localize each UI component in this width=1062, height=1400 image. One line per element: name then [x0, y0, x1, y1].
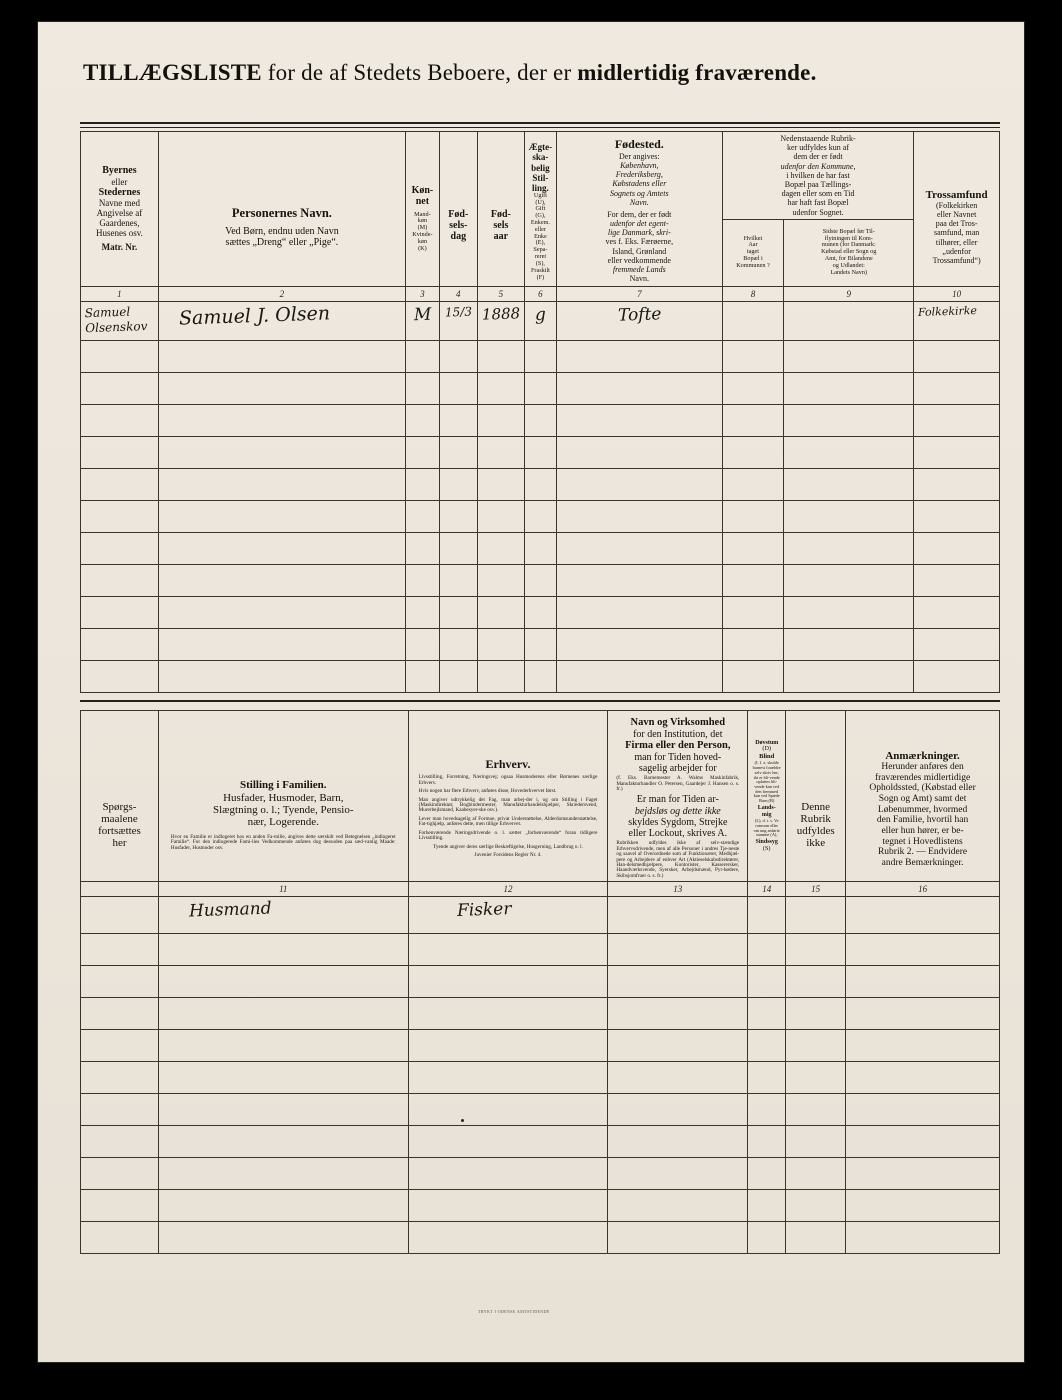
- cell-person-name[interactable]: [158, 532, 405, 564]
- cell-birth-day[interactable]: [439, 436, 477, 468]
- cell-birth-year[interactable]: [477, 532, 524, 564]
- cell-employer[interactable]: [608, 1158, 748, 1190]
- census-form-page: [38, 22, 1024, 1362]
- cell-year-of-residence[interactable]: [722, 564, 783, 596]
- table-row[interactable]: [81, 404, 1000, 436]
- table-row[interactable]: [81, 564, 1000, 596]
- cell-remarks[interactable]: [846, 1094, 1000, 1126]
- cell-last-residence[interactable]: [784, 468, 914, 500]
- cell-birthplace[interactable]: Tofte: [556, 301, 722, 340]
- cell-sex[interactable]: [405, 372, 439, 404]
- cell-family-position[interactable]: [158, 1094, 408, 1126]
- th-birth-day: Fød- sels- dag: [439, 132, 477, 287]
- cell-birth-year[interactable]: [477, 372, 524, 404]
- title-rule-thin: [80, 127, 1000, 128]
- cell-year-of-residence[interactable]: [722, 404, 783, 436]
- table-row[interactable]: [81, 1190, 1000, 1222]
- col-num-1: 1: [81, 286, 159, 301]
- cell-birth-year[interactable]: [477, 436, 524, 468]
- col-num-5: 5: [477, 286, 524, 301]
- cell-sex[interactable]: M: [405, 301, 439, 340]
- cell-row-label[interactable]: [81, 934, 159, 966]
- th-last-residence: Sidste Bopæl før Til- flytningen til Kom- munen (for Danmark: Købstad eller Sogn og Amt, for Bilandene og Udlandet: Landets Navn): [784, 219, 914, 286]
- cell-remarks[interactable]: [846, 966, 1000, 998]
- th-birthplace: Fødested. Der angives: København, Frederiksberg, Købstadens eller Sognets og Amtets Navn. For dem, der er født udenfor det egent- lige Danmark, skri- ves f. Eks. Færøerne, Island, Grønland eller vedkommende fremmede Lands Navn.: [556, 132, 722, 287]
- cell-disability[interactable]: [748, 1030, 786, 1062]
- cell-remarks[interactable]: [846, 1126, 1000, 1158]
- top-table: [80, 131, 1000, 693]
- cell-office-use[interactable]: [786, 998, 846, 1030]
- col-num-9: 9: [784, 286, 914, 301]
- cell-place[interactable]: Samuel Olsenskov: [81, 301, 159, 340]
- cell-last-residence[interactable]: [784, 301, 914, 340]
- cell-occupation[interactable]: [408, 1062, 608, 1094]
- cell-marital-status[interactable]: [524, 500, 556, 532]
- cell-disability[interactable]: [748, 934, 786, 966]
- cell-last-residence[interactable]: [784, 628, 914, 660]
- cell-marital-status[interactable]: [524, 532, 556, 564]
- table-row[interactable]: [81, 1222, 1000, 1254]
- cell-place[interactable]: [81, 500, 159, 532]
- cell-year-of-residence[interactable]: [722, 372, 783, 404]
- cell-person-name[interactable]: [158, 404, 405, 436]
- cell-place[interactable]: [81, 468, 159, 500]
- cell-year-of-residence[interactable]: [722, 660, 783, 692]
- th-person-name-l3: sættes „Dreng“ eller „Pige“.: [225, 236, 339, 248]
- cell-birth-day[interactable]: [439, 596, 477, 628]
- cell-sex[interactable]: [405, 660, 439, 692]
- cell-occupation[interactable]: [408, 1126, 608, 1158]
- cell-employer[interactable]: [608, 1190, 748, 1222]
- cell-marital-status[interactable]: g: [524, 301, 556, 340]
- title-bold-tail: midlertidig fraværende.: [577, 60, 817, 85]
- cell-office-use[interactable]: [786, 1222, 846, 1254]
- cell-occupation[interactable]: [408, 1158, 608, 1190]
- cell-row-label[interactable]: [81, 998, 159, 1030]
- cell-row-label[interactable]: [81, 1222, 159, 1254]
- cell-marital-status[interactable]: [524, 340, 556, 372]
- cell-birthplace[interactable]: [556, 628, 722, 660]
- cell-last-residence[interactable]: [784, 564, 914, 596]
- col-num-10: 10: [914, 286, 1000, 301]
- cell-remarks[interactable]: [846, 1222, 1000, 1254]
- cell-row-label[interactable]: [81, 966, 159, 998]
- table-row[interactable]: [81, 998, 1000, 1030]
- cell-year-of-residence[interactable]: [722, 436, 783, 468]
- cell-religion[interactable]: [914, 500, 1000, 532]
- cell-birth-day[interactable]: [439, 468, 477, 500]
- cell-religion[interactable]: [914, 340, 1000, 372]
- cell-birth-year[interactable]: 1888: [477, 301, 524, 340]
- table-row[interactable]: [81, 340, 1000, 372]
- cell-occupation[interactable]: Fisker: [408, 897, 608, 934]
- cell-birth-year[interactable]: [477, 596, 524, 628]
- cell-marital-status[interactable]: [524, 372, 556, 404]
- bottom-column-numbers: [81, 882, 1000, 897]
- cell-occupation[interactable]: [408, 1190, 608, 1222]
- cell-office-use[interactable]: [786, 966, 846, 998]
- cell-remarks[interactable]: [846, 1158, 1000, 1190]
- cell-row-label[interactable]: [81, 1158, 159, 1190]
- cell-birth-year[interactable]: [477, 404, 524, 436]
- table-row[interactable]: [81, 372, 1000, 404]
- title-rest: for de af Stedets Beboere, der er: [267, 60, 572, 85]
- cell-last-residence[interactable]: [784, 340, 914, 372]
- table-row[interactable]: [81, 1030, 1000, 1062]
- cell-person-name[interactable]: [158, 660, 405, 692]
- table-row[interactable]: [81, 1062, 1000, 1094]
- table-row[interactable]: [81, 897, 1000, 934]
- cell-sex[interactable]: [405, 564, 439, 596]
- cell-occupation[interactable]: [408, 1094, 608, 1126]
- cell-employer[interactable]: [608, 934, 748, 966]
- cell-sex[interactable]: [405, 436, 439, 468]
- th-person-name: Personernes Navn. Ved Børn, endnu uden Navn sættes „Dreng“ eller „Pige“.: [158, 132, 405, 287]
- cell-office-use[interactable]: [786, 897, 846, 934]
- cell-place[interactable]: [81, 404, 159, 436]
- cell-year-of-residence[interactable]: [722, 301, 783, 340]
- cell-place[interactable]: [81, 372, 159, 404]
- cell-disability[interactable]: [748, 1222, 786, 1254]
- cell-person-name[interactable]: [158, 500, 405, 532]
- cell-person-name[interactable]: [158, 372, 405, 404]
- cell-disability[interactable]: [748, 1094, 786, 1126]
- ink-dot: [461, 1119, 464, 1122]
- cell-birth-day[interactable]: [439, 404, 477, 436]
- col-num-11: 11: [158, 882, 408, 897]
- cell-family-position[interactable]: [158, 1222, 408, 1254]
- table-row[interactable]: [81, 532, 1000, 564]
- cell-last-residence[interactable]: [784, 404, 914, 436]
- table-row[interactable]: [81, 301, 1000, 340]
- cell-birth-day[interactable]: 15/3: [439, 301, 477, 340]
- table-row[interactable]: [81, 966, 1000, 998]
- th-religion: Trossamfund (Folkekirken eller Navnet paa det Tros- samfund, man tilhører, eller „udenfor Trossamfund“): [914, 132, 1000, 287]
- cell-person-name[interactable]: [158, 628, 405, 660]
- cell-remarks[interactable]: [846, 998, 1000, 1030]
- cell-year-of-residence[interactable]: [722, 500, 783, 532]
- th-office-use: Denne Rubrik udfyldes ikke: [786, 711, 846, 882]
- page-title: [83, 60, 983, 86]
- cell-person-name[interactable]: [158, 564, 405, 596]
- col-num-16: 16: [846, 882, 1000, 897]
- th-residence-group: Nedenstaaende Rubrik- ker udfyldes kun af dem der er født udenfor den Kommune, i hvilken de har fast Bopæl paa Tællings- dagen eller som en Tid har haft fast Bopæl udenfor Sognet.: [722, 132, 914, 220]
- col-num-13: 13: [608, 882, 748, 897]
- cell-religion[interactable]: Folkekirke: [914, 301, 1000, 340]
- cell-place[interactable]: [81, 436, 159, 468]
- col-num-3: 3: [405, 286, 439, 301]
- cell-birthplace[interactable]: [556, 340, 722, 372]
- cell-family-position[interactable]: [158, 1062, 408, 1094]
- cell-birthplace[interactable]: [556, 372, 722, 404]
- cell-birth-day[interactable]: [439, 564, 477, 596]
- th-remarks: Anmærkninger. Herunder anføres den fraværendes midlertidige Opholdssted, (Købstad eller Sogn og Amt) samt det Løbenummer, hvormed den Familie, hvortil han eller hun hører, er be- tegnet i Hovedlistens Rubrik 2. — Endvidere andre Bemærkninger.: [846, 711, 1000, 882]
- cell-birthplace[interactable]: [556, 532, 722, 564]
- th-person-name-l2: Ved Børn, endnu uden Navn: [225, 225, 339, 237]
- bottom-header-row: [81, 711, 1000, 882]
- cell-remarks[interactable]: [846, 1062, 1000, 1094]
- title-rule-thick: [80, 122, 1000, 124]
- cell-birth-year[interactable]: [477, 660, 524, 692]
- cell-year-of-residence[interactable]: [722, 340, 783, 372]
- th-marital-status: Ægte- ska- belig Stil- ling. Ugift (U), Gift (G), Enkem. eller Enke (E), Sepa- reret (S), Fraskilt (F): [524, 132, 556, 287]
- th-remarks-l3: fraværendes midlertidige: [874, 772, 971, 783]
- cell-birthplace[interactable]: [556, 436, 722, 468]
- cell-year-of-residence[interactable]: [722, 468, 783, 500]
- cell-last-residence[interactable]: [784, 500, 914, 532]
- cell-employer[interactable]: [608, 1222, 748, 1254]
- cell-employer[interactable]: [608, 1030, 748, 1062]
- table-row[interactable]: [81, 468, 1000, 500]
- cell-remarks[interactable]: [846, 934, 1000, 966]
- cell-row-label[interactable]: [81, 1030, 159, 1062]
- cell-sex[interactable]: [405, 340, 439, 372]
- cell-marital-status[interactable]: [524, 468, 556, 500]
- cell-birth-year[interactable]: [477, 340, 524, 372]
- cell-remarks[interactable]: [846, 1030, 1000, 1062]
- th-questions-continue: Spørgs- maalene fortsættes her: [81, 711, 159, 882]
- cell-religion[interactable]: [914, 564, 1000, 596]
- cell-disability[interactable]: [748, 998, 786, 1030]
- cell-birth-day[interactable]: [439, 500, 477, 532]
- cell-sex[interactable]: [405, 500, 439, 532]
- cell-religion[interactable]: [914, 628, 1000, 660]
- top-header-row: [81, 132, 1000, 220]
- title-main: TILLÆGSLISTE: [83, 60, 262, 85]
- cell-office-use[interactable]: [786, 1158, 846, 1190]
- col-num-14: 14: [748, 882, 786, 897]
- cell-employer[interactable]: [608, 1126, 748, 1158]
- table-row[interactable]: [81, 628, 1000, 660]
- cell-person-name[interactable]: [158, 436, 405, 468]
- cell-place[interactable]: [81, 340, 159, 372]
- cell-birth-day[interactable]: [439, 532, 477, 564]
- cell-sex[interactable]: [405, 404, 439, 436]
- cell-birthplace[interactable]: [556, 596, 722, 628]
- cell-sex[interactable]: [405, 532, 439, 564]
- table-row[interactable]: [81, 660, 1000, 692]
- cell-birth-year[interactable]: [477, 468, 524, 500]
- cell-place[interactable]: [81, 532, 159, 564]
- cell-person-name[interactable]: [158, 596, 405, 628]
- bottom-table: [80, 710, 1000, 1254]
- cell-birth-day[interactable]: [439, 340, 477, 372]
- cell-family-position[interactable]: [158, 1158, 408, 1190]
- cell-marital-status[interactable]: [524, 436, 556, 468]
- cell-disability[interactable]: [748, 1126, 786, 1158]
- cell-family-position[interactable]: [158, 934, 408, 966]
- cell-sex[interactable]: [405, 468, 439, 500]
- cell-remarks[interactable]: [846, 1190, 1000, 1222]
- cell-birthplace[interactable]: [556, 468, 722, 500]
- col-num-4: 4: [439, 286, 477, 301]
- cell-marital-status[interactable]: [524, 628, 556, 660]
- cell-birthplace[interactable]: [556, 564, 722, 596]
- top-column-numbers: [81, 286, 1000, 301]
- cell-remarks[interactable]: [846, 897, 1000, 934]
- cell-last-residence[interactable]: [784, 660, 914, 692]
- cell-place[interactable]: [81, 660, 159, 692]
- cell-year-of-residence[interactable]: [722, 628, 783, 660]
- th-employer: Navn og Virksomhed for den Institution, det Firma eller den Person, man for Tiden hoved- sagelig arbejder for (f. Eks. Barnemester A. Walms Maskinfabrik, Manufakturhandler O. Petersen, Gaardejer J. Hansen o. s. fr.) Er man for Tiden ar- bejdsløs og dette ikke skyldes Sygdom, Strejke eller Lockout, skrives A. Rubrikken udfyldes ikke af selv-stændige Erhvervsdrivende, men af alle Personer i andres Tje-neste og saavel af Overordnede som af Funktionærer, Medhjæl-pere og Arbejdere af enhver Art (Aktieselskabsdirektører, Han-delsmedhjælpere, Kontorister, Kasserersker, Haandværksvende, Syersker, Arbejdsmænd, Pyr-bødere, Skibsjomfruer o. s. fr.): [608, 711, 748, 882]
- col-num-blank: [81, 882, 159, 897]
- cell-family-position[interactable]: [158, 1190, 408, 1222]
- printer-mark: TRYKT I ODENSE AMTSTIDENDE: [478, 1309, 550, 1314]
- cell-marital-status[interactable]: [524, 564, 556, 596]
- th-sex: Køn- net Mand- køn (M) Kvinde- køn (K): [405, 132, 439, 287]
- cell-religion[interactable]: [914, 468, 1000, 500]
- cell-person-name[interactable]: [158, 468, 405, 500]
- col-num-8: 8: [722, 286, 783, 301]
- cell-employer[interactable]: [608, 966, 748, 998]
- col-num-12: 12: [408, 882, 608, 897]
- cell-occupation[interactable]: [408, 1030, 608, 1062]
- cell-disability[interactable]: [748, 966, 786, 998]
- cell-birth-day[interactable]: [439, 660, 477, 692]
- cell-marital-status[interactable]: [524, 596, 556, 628]
- cell-religion[interactable]: [914, 404, 1000, 436]
- cell-office-use[interactable]: [786, 1190, 846, 1222]
- cell-disability[interactable]: [748, 897, 786, 934]
- cell-person-name[interactable]: [158, 340, 405, 372]
- cell-disability[interactable]: [748, 1062, 786, 1094]
- cell-religion[interactable]: [914, 660, 1000, 692]
- th-place: Byernes eller Stedernes Navne med Angivelse af Gaardenes, Husenes osv. Matr. Nr.: [81, 132, 159, 287]
- cell-birthplace[interactable]: [556, 660, 722, 692]
- col-num-2: 2: [158, 286, 405, 301]
- th-occupation: Erhverv. Livsstilling, Forretning, Næringsvej; ogsaa Husmoderens eller Børnenes særlige Erhverv. Hvis nogen har flere Erhverv, anføres disse, Hovederhvervet først. Man angiver udtrykkelig det Fag, man arbej-der i, og om Stilling i Faget (Maskindirektør, Bogbindermester, Manufakturhandelshjælper, Skrædersvend, Murerbejlsmand, Kaabesyer-ske osv.). Lever man hovedsagelig af Formue, privat Understøttelse, Alderdomsunderstøttelse, Fat-tighjælp, anføres dette, men tillige Erhvervet. Forhenværende Næringsdrivende o. l. sætter „forhenværende“ foran tidligere Livsstilling. Tyende angiver deres særlige Beskæftigelse, Husgerning, Landbrug o. l. Juvenier Forsidens Regler Nr. 4.: [408, 711, 608, 882]
- mid-rule-thick: [80, 700, 1000, 702]
- cell-family-position[interactable]: [158, 1126, 408, 1158]
- cell-religion[interactable]: [914, 596, 1000, 628]
- cell-birth-year[interactable]: [477, 628, 524, 660]
- cell-last-residence[interactable]: [784, 532, 914, 564]
- th-family-position: Stilling i Familien. Husfader, Husmoder, Barn, Slægtning o. l.; Tyende, Pensio- nær, Logerende. Hvor en Familie er indlogeret hos en anden Fa-milie, angives dette særskilt ved Betegnelsen „indlogeret Familie“. For den indlogerede Fami-lies Vedkommende anføres dog dessuden paa sæd-vanlig Maade: Husfader, Husmoder osv.: [158, 711, 408, 882]
- cell-occupation[interactable]: [408, 1222, 608, 1254]
- cell-employer[interactable]: [608, 1062, 748, 1094]
- cell-occupation[interactable]: [408, 966, 608, 998]
- cell-sex[interactable]: [405, 628, 439, 660]
- cell-birth-year[interactable]: [477, 564, 524, 596]
- cell-disability[interactable]: [748, 1158, 786, 1190]
- cell-sex[interactable]: [405, 596, 439, 628]
- cell-office-use[interactable]: [786, 1062, 846, 1094]
- cell-religion[interactable]: [914, 532, 1000, 564]
- cell-row-label[interactable]: [81, 897, 159, 934]
- cell-birthplace[interactable]: [556, 404, 722, 436]
- cell-row-label[interactable]: [81, 1190, 159, 1222]
- table-row[interactable]: [81, 1126, 1000, 1158]
- cell-office-use[interactable]: [786, 934, 846, 966]
- cell-family-position[interactable]: Husmand: [158, 897, 408, 934]
- cell-row-label[interactable]: [81, 1094, 159, 1126]
- cell-place[interactable]: [81, 628, 159, 660]
- cell-year-of-residence[interactable]: [722, 596, 783, 628]
- th-birth-year: Fød- sels aar: [477, 132, 524, 287]
- cell-year-of-residence[interactable]: [722, 532, 783, 564]
- cell-employer[interactable]: [608, 998, 748, 1030]
- cell-family-position[interactable]: [158, 1030, 408, 1062]
- table-row[interactable]: [81, 1158, 1000, 1190]
- cell-disability[interactable]: [748, 1190, 786, 1222]
- cell-office-use[interactable]: [786, 1126, 846, 1158]
- cell-family-position[interactable]: [158, 966, 408, 998]
- cell-last-residence[interactable]: [784, 596, 914, 628]
- table-row[interactable]: [81, 934, 1000, 966]
- cell-place[interactable]: [81, 564, 159, 596]
- table-row[interactable]: [81, 1094, 1000, 1126]
- cell-occupation[interactable]: [408, 998, 608, 1030]
- cell-last-residence[interactable]: [784, 372, 914, 404]
- cell-employer[interactable]: [608, 1094, 748, 1126]
- col-num-6: 6: [524, 286, 556, 301]
- cell-marital-status[interactable]: [524, 660, 556, 692]
- th-year-of-residence: Hvilket Aar taget Bopæl i Kommunen ?: [722, 219, 783, 286]
- cell-religion[interactable]: [914, 372, 1000, 404]
- th-disability: Døvstum (D) Blind (I. f. x. skulde barnest forældre selv skriv her, thi er bli-vende opfattes bli-vende kan ved den fremmed kan ved Spæde Barn (B) Lands- mig (L), d. t. s. Ve ramsom eller om ung anførte stamme (A), Sindssyg (S): [748, 711, 786, 882]
- cell-marital-status[interactable]: [524, 404, 556, 436]
- cell-religion[interactable]: [914, 436, 1000, 468]
- cell-birth-day[interactable]: [439, 372, 477, 404]
- cell-birth-day[interactable]: [439, 628, 477, 660]
- cell-place[interactable]: [81, 596, 159, 628]
- cell-family-position[interactable]: [158, 998, 408, 1030]
- table-row[interactable]: [81, 596, 1000, 628]
- cell-office-use[interactable]: [786, 1030, 846, 1062]
- col-num-7: 7: [556, 286, 722, 301]
- cell-row-label[interactable]: [81, 1062, 159, 1094]
- cell-birth-year[interactable]: [477, 500, 524, 532]
- cell-row-label[interactable]: [81, 1126, 159, 1158]
- table-row[interactable]: [81, 436, 1000, 468]
- cell-office-use[interactable]: [786, 1094, 846, 1126]
- table-row[interactable]: [81, 500, 1000, 532]
- cell-person-name[interactable]: Samuel J. Olsen: [158, 301, 405, 340]
- cell-birthplace[interactable]: [556, 500, 722, 532]
- cell-last-residence[interactable]: [784, 436, 914, 468]
- cell-occupation[interactable]: [408, 934, 608, 966]
- cell-employer[interactable]: [608, 897, 748, 934]
- col-num-15: 15: [786, 882, 846, 897]
